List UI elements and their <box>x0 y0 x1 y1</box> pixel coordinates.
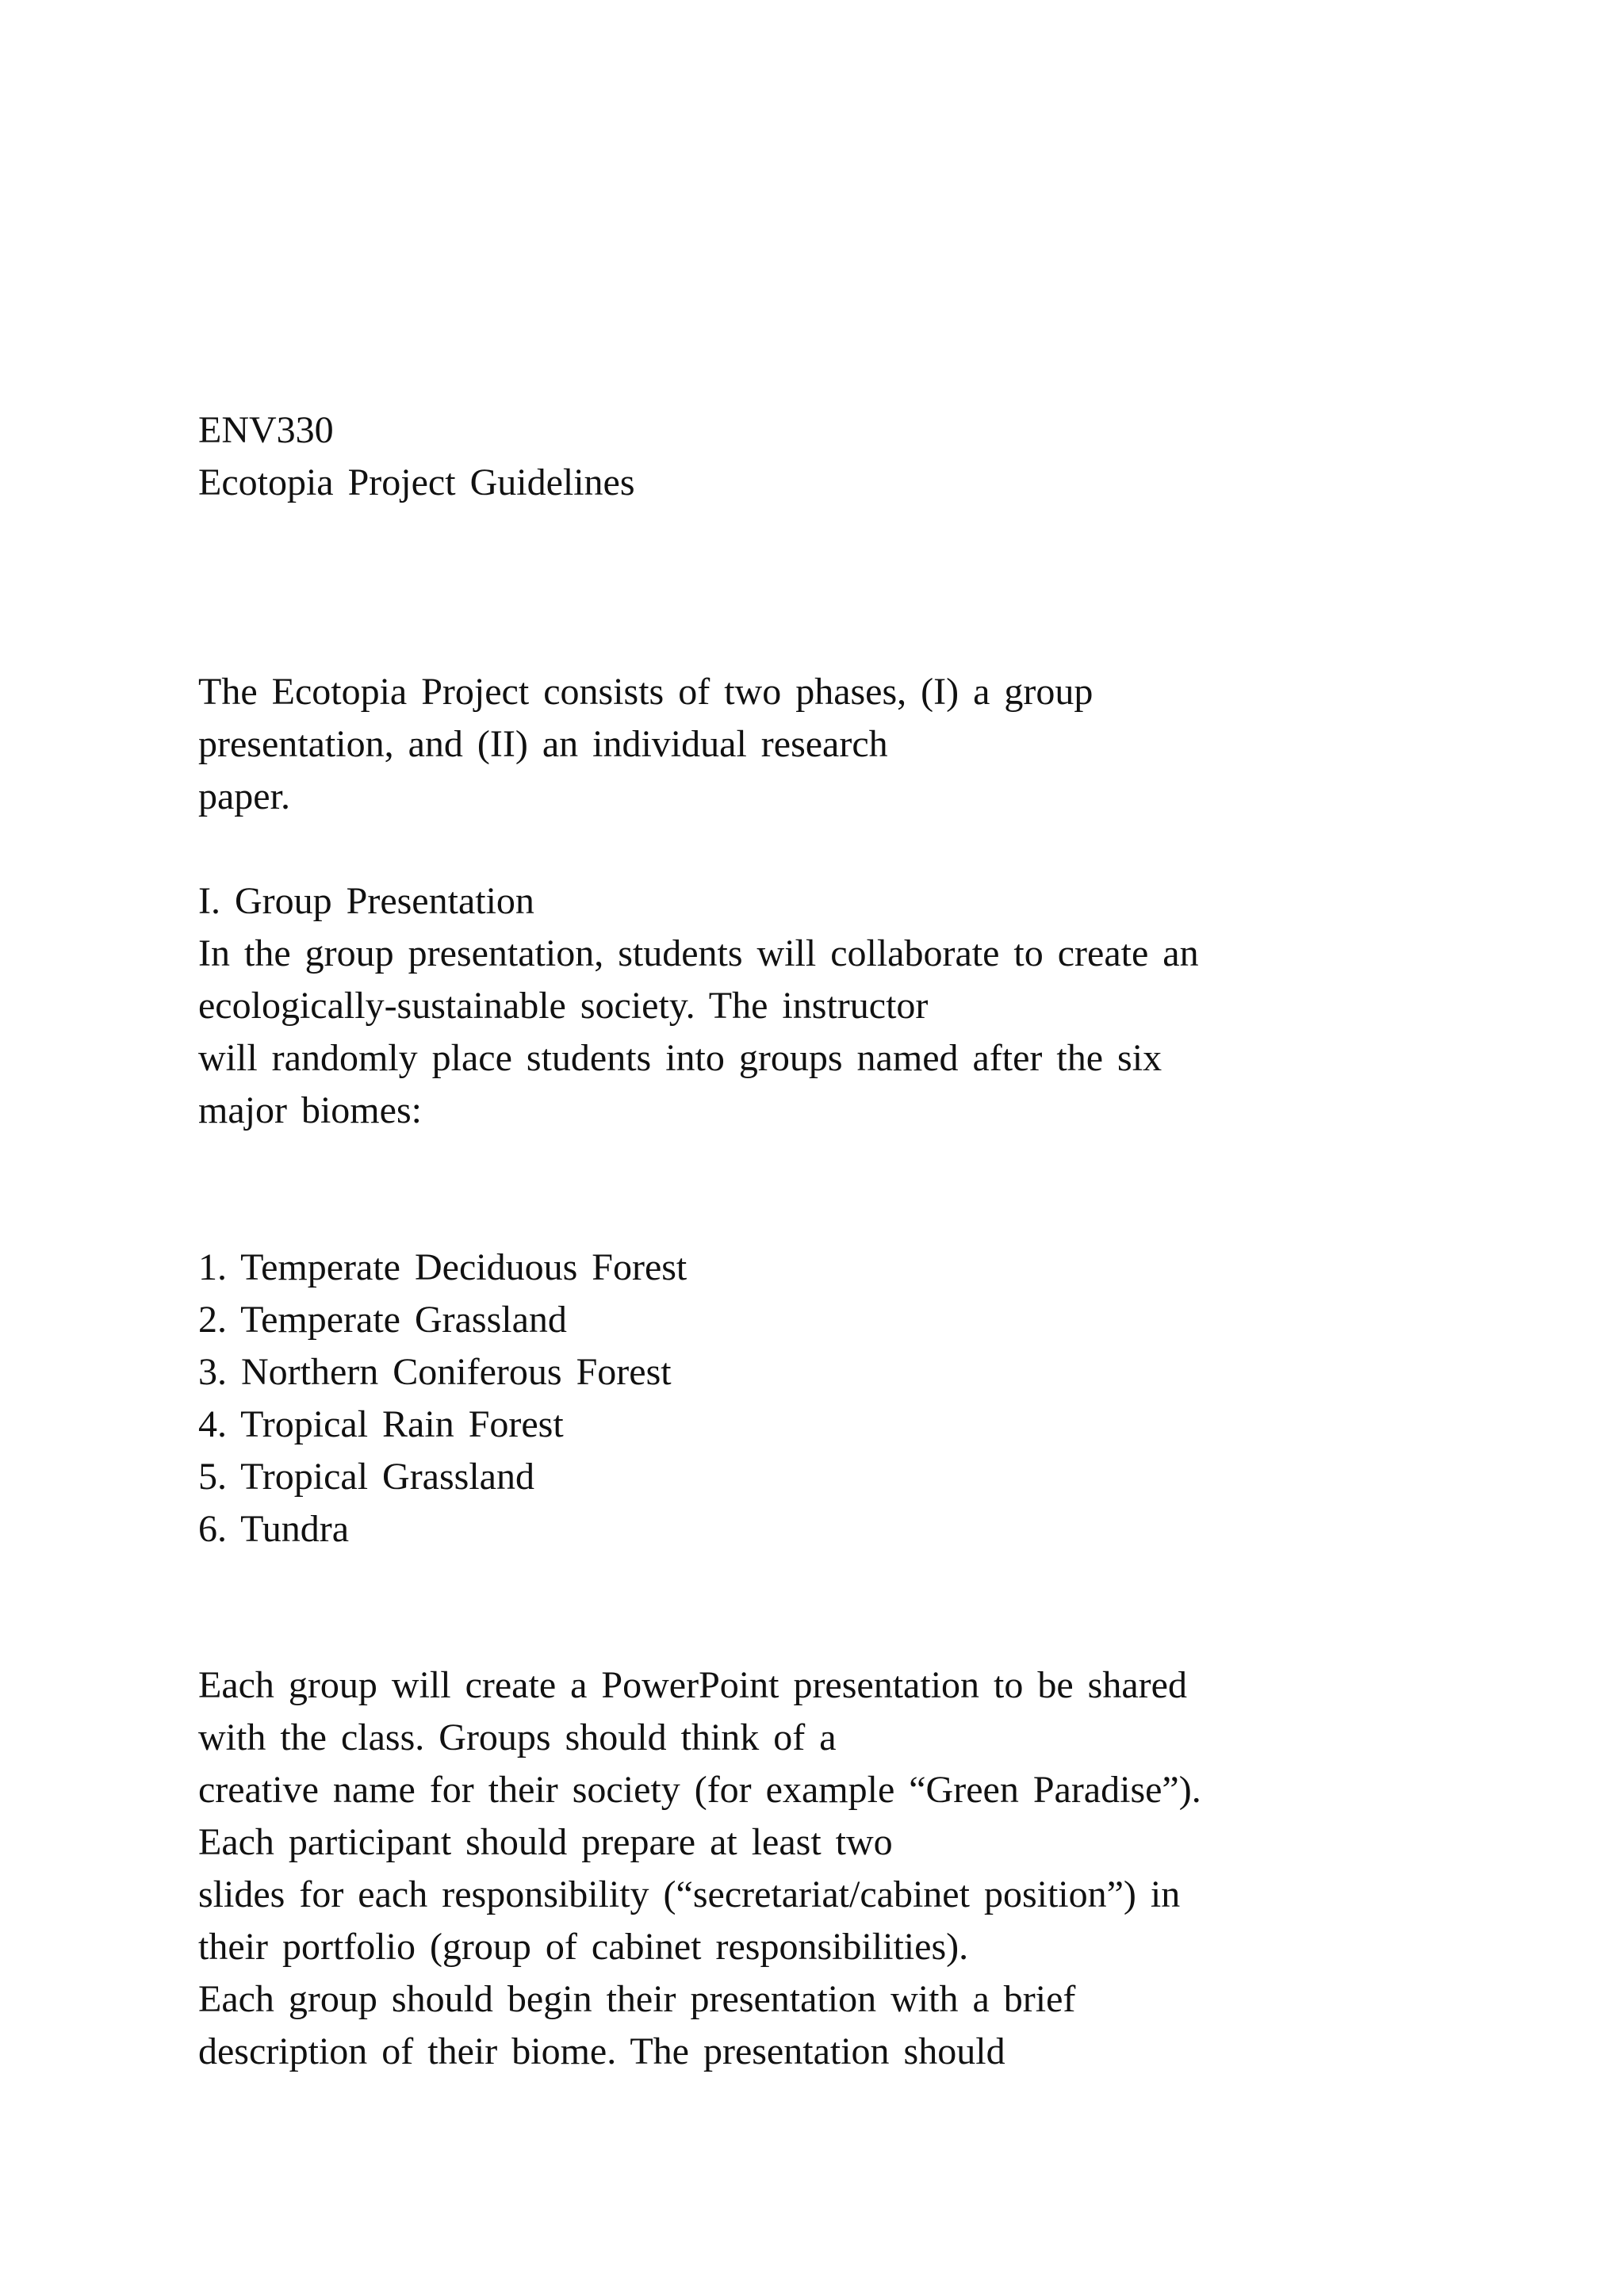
intro-paragraph <box>198 666 1546 823</box>
section-line: ecologically-sustainable society. The instructor <box>198 985 929 1027</box>
biome-list-item: 1. Temperate Deciduous Forest <box>198 1246 688 1288</box>
paragraph-line: creative name for their society (for example “Green Paradise”). <box>198 1769 1201 1811</box>
intro-line: The Ecotopia Project consists of two phases, (I) a group <box>198 671 1094 713</box>
biome-list-item: 2. Temperate Grassland <box>198 1299 567 1341</box>
section-line: In the group presentation, students will collaborate to create an <box>198 932 1199 974</box>
paragraph-line: Each group will create a PowerPoint presentation to be shared <box>198 1664 1187 1706</box>
biome-list-item: 5. Tropical Grassland <box>198 1456 534 1498</box>
biome-list-item: 4. Tropical Rain Forest <box>198 1403 564 1445</box>
document-header <box>198 404 1546 509</box>
biome-list-item: 3. Northern Coniferous Forest <box>198 1351 672 1393</box>
paragraph-line: Each participant should prepare at least two <box>198 1821 893 1863</box>
paragraph-line: their portfolio (group of cabinet responsibilities). <box>198 1926 969 1968</box>
paragraph-line: description of their biome. The presentation should <box>198 2030 1005 2072</box>
section-line: will randomly place students into groups named after the six <box>198 1037 1162 1079</box>
intro-line: presentation, and (II) an individual research <box>198 723 888 765</box>
intro-line: paper. <box>198 775 290 817</box>
section-heading: I. Group Presentation <box>198 880 534 922</box>
biome-list <box>198 1242 1546 1556</box>
group-presentation-section <box>198 875 1546 1137</box>
powerpoint-paragraph <box>198 1659 1546 2078</box>
paragraph-line: Each group should begin their presentation with a brief <box>198 1978 1076 2020</box>
paragraph-line: with the class. Groups should think of a <box>198 1716 837 1758</box>
biome-list-item: 6. Tundra <box>198 1508 350 1550</box>
paragraph-line: slides for each responsibility (“secretariat/cabinet position”) in <box>198 1873 1181 1915</box>
document-title: Ecotopia Project Guidelines <box>198 461 635 503</box>
course-code: ENV330 <box>198 409 334 451</box>
section-line: major biomes: <box>198 1089 422 1131</box>
